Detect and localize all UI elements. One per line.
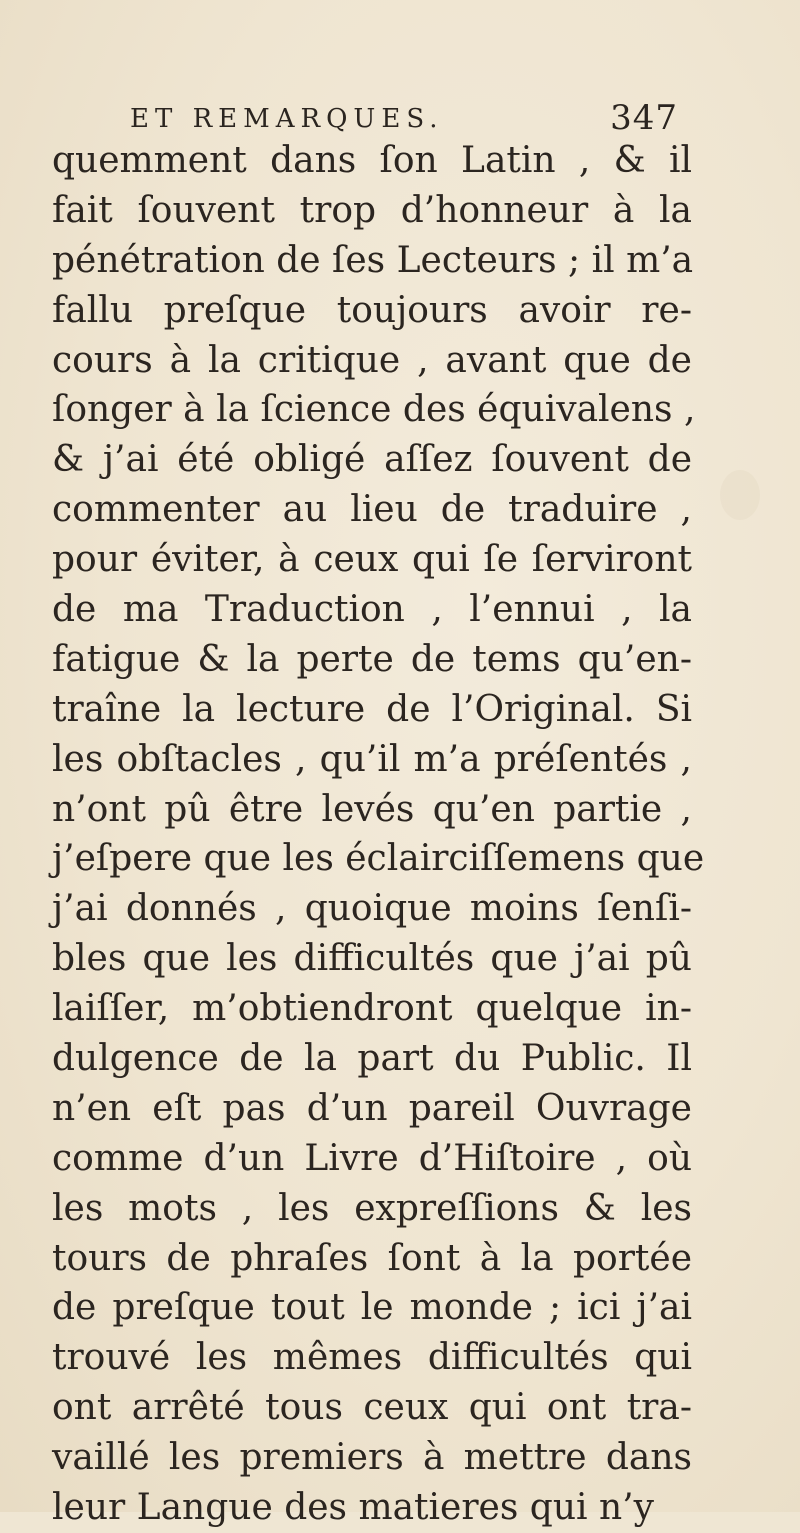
text-line: laiſſer, m’obtiendront quelque in- — [52, 988, 692, 1030]
text-line: pénétration de ſes Lecteurs ; il m’a — [52, 239, 694, 281]
text-line: les obſtacles , qu’il m’a préſentés , — [52, 738, 692, 780]
body-text — [52, 136, 705, 1533]
text-line: & j’ai été obligé aſſez ſouvent de — [52, 439, 692, 481]
text-line: tours de phraſes ſont à la portée — [52, 1237, 692, 1279]
text-line: comme d’un Livre d’Hiſtoire , où — [52, 1137, 692, 1179]
text-line: fallu preſque toujours avoir re- — [52, 289, 692, 331]
text-line: ont arrêté tous ceux qui ont tra- — [52, 1387, 692, 1429]
text-line: traîne la lecture de l’Original. Si — [52, 688, 692, 730]
text-line: n’ont pû être levés qu’en partie , — [52, 788, 692, 830]
text-line: j’eſpere que les éclairciſſemens que — [52, 838, 705, 880]
text-line: ſonger à la ſcience des équivalens , — [52, 389, 696, 431]
text-line: dulgence de la part du Public. Il — [52, 1038, 692, 1080]
running-head-title: ET REMARQUES. — [130, 104, 444, 134]
text-line: les mots , les expreſſions & les — [52, 1187, 692, 1229]
page-number: 347 — [610, 98, 678, 138]
text-line: fatigue & la perte de tems qu’en- — [52, 638, 692, 680]
text-line: leur Langue des matieres qui n’y — [52, 1487, 654, 1529]
paper-stain — [720, 470, 760, 520]
text-line: j’ai donnés , quoique moins ſenſi- — [52, 888, 692, 930]
text-line: vaillé les premiers à mettre dans — [52, 1437, 692, 1479]
text-line: commenter au lieu de traduire , — [52, 489, 692, 531]
text-line: trouvé les mêmes difficultés qui — [52, 1337, 692, 1379]
text-line: n’en eſt pas d’un pareil Ouvrage — [52, 1087, 692, 1129]
text-line: cours à la critique , avant que de — [52, 339, 692, 381]
text-line: pour éviter, à ceux qui ſe ſerviront — [52, 539, 692, 581]
text-line: de preſque tout le monde ; ici j’ai — [52, 1287, 692, 1329]
text-line: fait ſouvent trop d’honneur à la — [52, 189, 692, 231]
text-line: bles que les difficultés que j’ai pû — [52, 938, 692, 980]
text-line: de ma Traduction , l’ennui , la — [52, 589, 692, 631]
text-line: quemment dans ſon Latin , & il — [52, 140, 692, 181]
